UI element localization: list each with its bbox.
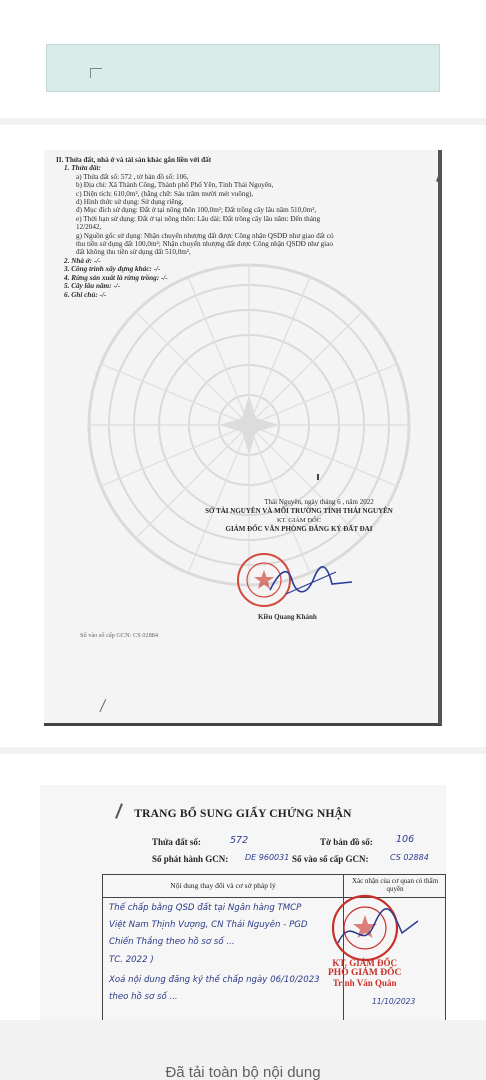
item-line: 5. Cây lâu năm: -/- xyxy=(64,282,121,291)
detail-line: thu tiền sử dụng đất 100,0m²; Nhận chuyển nhượng đất được Công nhận QSDĐ như giao xyxy=(76,240,333,249)
page-title: TRANG BỔ SUNG GIẤY CHỨNG NHẬN xyxy=(134,808,352,820)
page-1-sheet xyxy=(46,44,440,92)
pen-mark xyxy=(99,699,112,715)
supplement-page xyxy=(40,785,446,1020)
section-heading: II. Thửa đất, nhà ở và tài sản khác gắn liền với đất xyxy=(56,156,212,164)
handwritten-entry: Chiến Thắng theo hồ sơ số ... xyxy=(109,937,235,947)
pen-mark xyxy=(317,474,319,480)
handwritten-entry: Thế chấp bằng QSD đất tại Ngân hàng TMCP xyxy=(109,903,302,913)
handwritten-entry: Việt Nam Thịnh Vượng, CN Thái Nguyên - PGD xyxy=(109,920,308,930)
detail-line: đ) Mục đích sử dụng: Đất ở tại nông thôn 100,0m²; Đất trồng cây lâu năm 510,0m², xyxy=(76,206,317,215)
detail-line: 12/2042, xyxy=(76,223,102,232)
stamp-role: KT. GIÁM ĐỐC xyxy=(332,958,397,968)
handwritten-entry: TC. 2022 ) xyxy=(109,955,154,965)
detail-line: g) Nguồn gốc sử dụng: Nhận chuyển nhượng đất được Công nhận QSDĐ như giao đất có xyxy=(76,231,334,240)
detail-line: a) Thửa đất số: 572 , tờ bản đồ số: 106, xyxy=(76,172,189,181)
item-line: 4. Rừng sản xuất là rừng trồng: -/- xyxy=(64,273,168,282)
item-line: 3. Công trình xây dựng khác: -/- xyxy=(64,265,161,274)
approval-stamp xyxy=(328,958,401,988)
certificate-back-page xyxy=(44,150,442,726)
item-line: 6. Ghi chú: -/- xyxy=(64,290,107,299)
detail-line: e) Thời hạn sử dụng: Đất ở tại nông thôn: Lâu dài; Đất trồng cây lâu năm: Đến tháng xyxy=(76,214,321,223)
document-page-3 xyxy=(0,754,486,1020)
subsection-heading: 1. Thửa đất: xyxy=(64,164,101,173)
parcel-label: Thửa đất số: xyxy=(152,837,201,847)
stamp-date: 11/10/2023 xyxy=(372,997,416,1006)
stamp-role: PHÓ GIÁM ĐỐC xyxy=(328,968,402,978)
document-page-1 xyxy=(0,0,486,118)
book-number-value: CS 02884 xyxy=(390,853,429,862)
signature-icon xyxy=(332,903,422,963)
signature-icon xyxy=(266,560,356,600)
signature-block xyxy=(174,498,424,534)
issuing-authority: SỞ TÀI NGUYÊN VÀ MÔI TRƯỜNG TỈNH THÁI NGUYÊN xyxy=(205,507,393,515)
corner-mark xyxy=(90,68,102,78)
deputy-label: KT. GIÁM ĐỐC xyxy=(276,517,322,524)
document-page-2 xyxy=(0,125,486,747)
issue-number-value: DE 960031 xyxy=(245,853,290,862)
book-number-label: Số vào sổ cấp GCN: xyxy=(292,854,369,864)
detail-line: c) Diện tích: 610,0m², (bằng chữ: Sáu trăm mười mét vuông), xyxy=(76,189,254,198)
detail-line: đất không thu tiền sử dụng đất 510,0m², xyxy=(76,248,191,257)
parcel-details xyxy=(56,156,426,299)
detail-line: b) Địa chỉ: Xã Thành Công, Thành phố Phổ Yên, Tỉnh Thái Nguyên, xyxy=(76,181,274,190)
map-sheet-label: Tờ bản đồ số: xyxy=(320,837,373,847)
handwritten-entry: Xoá nội dung đăng ký thế chấp ngày 06/10/2023 xyxy=(109,975,320,985)
signer-name: Kiều Quang Khánh xyxy=(258,613,317,621)
parcel-value: 572 xyxy=(230,835,249,846)
detail-line: d) Hình thức sử dụng: Sử dụng riêng, xyxy=(76,198,184,207)
sign-date: Thái Nguyên, ngày tháng 6 , năm 2022 xyxy=(264,498,374,506)
pen-mark xyxy=(436,170,442,182)
column-header: Nội dung thay đổi và cơ sở pháp lý xyxy=(170,881,276,890)
load-status: Đã tải toàn bộ nội dung xyxy=(165,1064,321,1080)
issue-number-label: Số phát hành GCN: xyxy=(152,854,229,864)
bronze-drum-watermark-icon xyxy=(84,260,414,590)
column-header: Xác nhận của cơ quan có thẩm quyền xyxy=(351,877,439,893)
map-sheet-value: 106 xyxy=(396,834,415,845)
stamp-name: Trịnh Văn Quân xyxy=(332,978,397,988)
handwritten-entry: theo hồ sơ số ... xyxy=(109,992,178,1002)
item-line: 2. Nhà ở: -/- xyxy=(64,256,101,265)
office-title: GIÁM ĐỐC VĂN PHÒNG ĐĂNG KÝ ĐẤT ĐAI xyxy=(225,525,373,533)
certificate-serial: Số vào sổ cấp GCN: CS 02884 xyxy=(80,632,159,639)
